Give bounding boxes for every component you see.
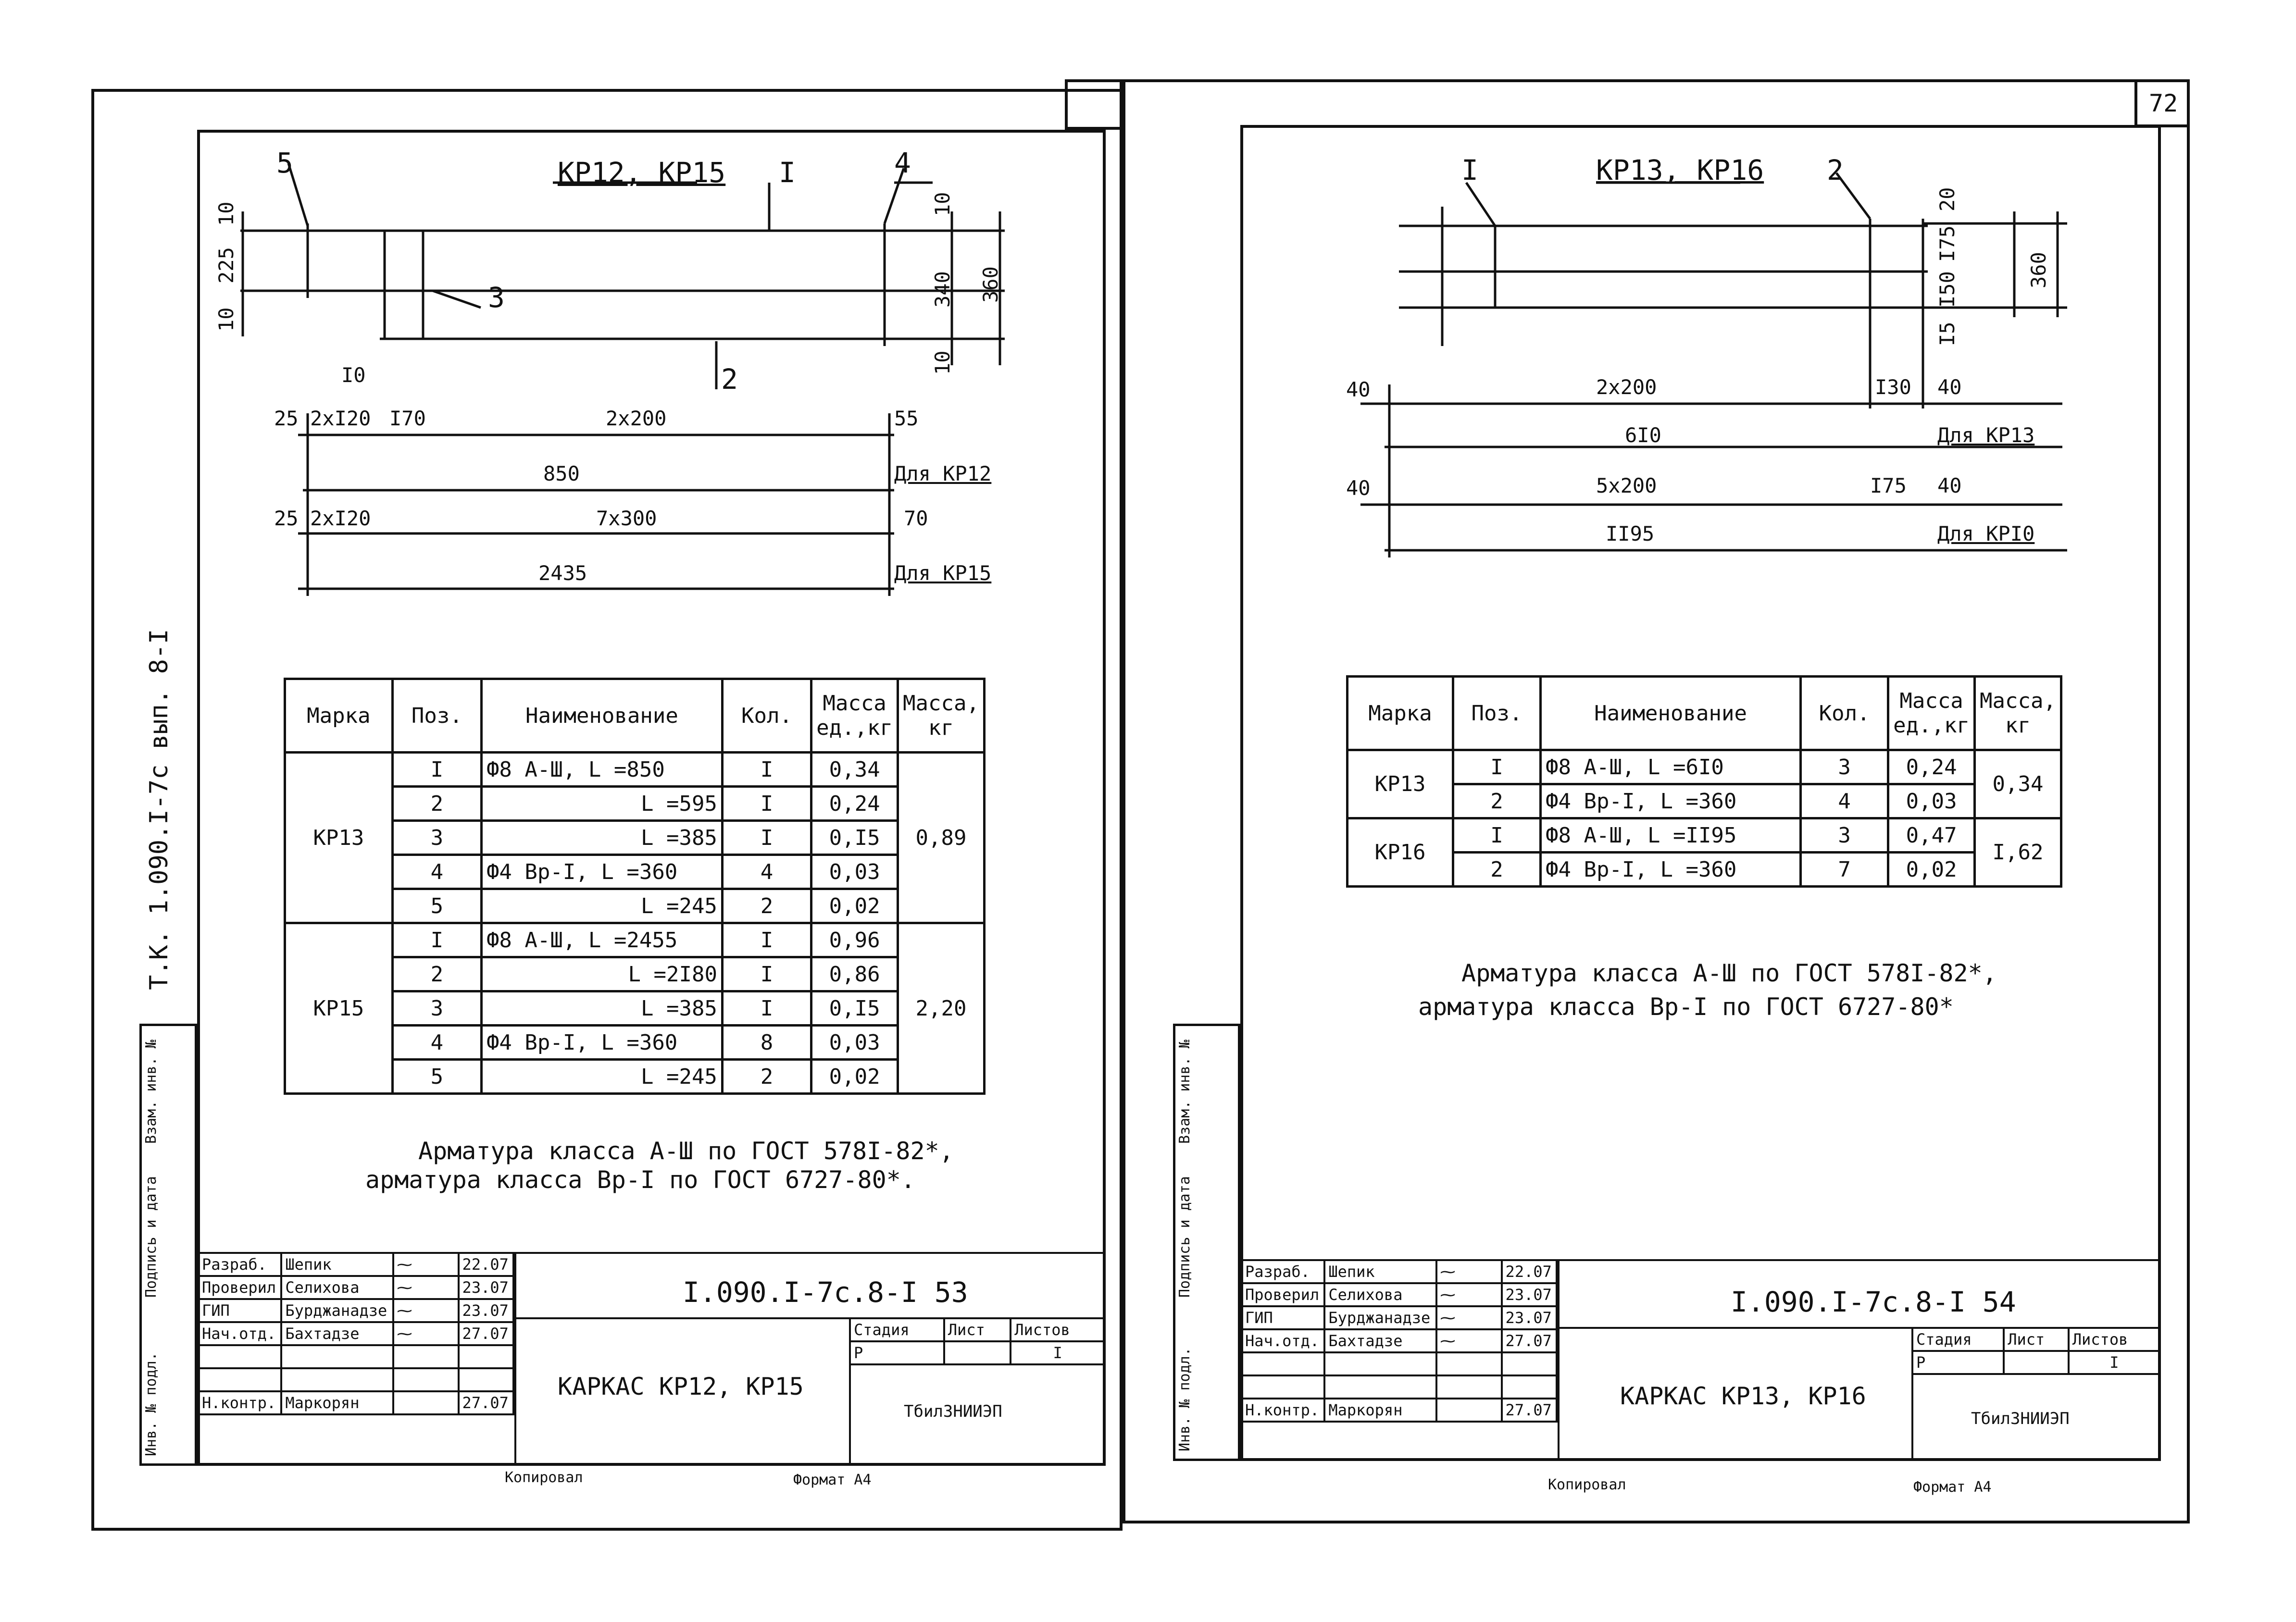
total-mass-cell: 0,89 [898, 753, 985, 923]
qty-cell: 3 [1801, 750, 1888, 784]
sheet-header: Лист [944, 1318, 1011, 1341]
person: Бурджанадзе [281, 1299, 393, 1322]
qty-cell: 2 [722, 1060, 811, 1094]
name-cell [481, 923, 722, 957]
unit-mass-cell: 0,02 [811, 889, 898, 923]
unit-mass-cell: 0,34 [811, 753, 898, 787]
role: Н.контр. [1241, 1399, 1324, 1422]
table-row [285, 923, 985, 957]
bar-length: L =6I0 [1647, 755, 1724, 780]
left-dim-10b: 10 [214, 307, 238, 332]
right-stamp-sign: Подпись и дата [1176, 1176, 1193, 1298]
col-pos: Поз. [392, 679, 481, 753]
role: Разраб. [1241, 1260, 1324, 1283]
stage-value: Р [1912, 1351, 2004, 1374]
date: 22.07 [1502, 1260, 1557, 1283]
pos-cell: I [1453, 818, 1541, 853]
mark-cell: КР13 [285, 753, 393, 923]
left-pos-2: 2 [721, 363, 738, 396]
pos-cell: 2 [1453, 853, 1541, 887]
person [1324, 1352, 1436, 1375]
left-dim-360: 360 [979, 266, 1002, 303]
total-mass-cell: 2,20 [898, 923, 985, 1094]
signature: ⁓ [1436, 1283, 1502, 1306]
right-r3-c: I75 [1870, 474, 1907, 497]
name-cell [481, 1060, 722, 1094]
left-dim-10d: 10 [931, 350, 954, 375]
qty-cell: 7 [1801, 853, 1888, 887]
right-dim-175: I75 [1935, 225, 1959, 262]
left-dim-225: 225 [214, 247, 238, 284]
table-row [1348, 750, 2061, 784]
signature: ⁓ [393, 1322, 459, 1345]
signature [393, 1345, 459, 1368]
role: ГИП [1241, 1306, 1324, 1329]
col-mass: Масса, кг [1975, 677, 2061, 750]
bar-length: L =385 [640, 996, 717, 1021]
right-r2: 6I0 [1625, 423, 1661, 447]
left-dim-10c: 10 [931, 192, 954, 216]
role [1241, 1352, 1324, 1375]
person: Селихова [1324, 1283, 1436, 1306]
left-r1-d: 2х200 [606, 407, 667, 430]
sheets-value: I [1011, 1341, 1105, 1364]
signature [1436, 1352, 1502, 1375]
sheets-header: Листов [2069, 1328, 2160, 1351]
date: 23.07 [1502, 1283, 1557, 1306]
right-drawing-title: КР13, КР16 [1596, 154, 1764, 186]
unit-mass-cell: 0,03 [811, 855, 898, 889]
name-cell [1541, 750, 1801, 784]
unit-mass-cell: 0,03 [811, 1026, 898, 1060]
table-row [285, 753, 985, 787]
left-r1-a: 25 [274, 407, 299, 430]
qty-cell: 3 [1801, 818, 1888, 853]
bar-type: Ф8 А-Ш, [486, 757, 576, 782]
name-cell [481, 889, 722, 923]
col-mark: Марка [1348, 677, 1453, 750]
pos-cell: I [1453, 750, 1541, 784]
bar-type: Ф4 Вр-I, [486, 1030, 588, 1055]
sheet-value [2004, 1351, 2069, 1374]
mark-cell: КР16 [1348, 818, 1453, 887]
pos-cell: 4 [392, 855, 481, 889]
right-pos-1: I [1461, 154, 1478, 186]
stage-header: Стадия [850, 1318, 944, 1341]
right-r4-note: Для КРI0 [1937, 522, 2035, 545]
role [1241, 1375, 1324, 1399]
left-stamp-sign: Подпись и дата [143, 1176, 160, 1298]
bar-type: Ф4 Вр-I, [1546, 857, 1647, 882]
left-note-1: Арматура класса А-Ш по ГОСТ 578I-82*, [418, 1137, 954, 1165]
person [281, 1368, 393, 1391]
left-titleblock-roles [197, 1252, 514, 1415]
right-r4: II95 [1606, 522, 1655, 545]
bar-length: L =II95 [1647, 823, 1737, 848]
right-tb-name: КАРКАС КР13, КР16 [1620, 1382, 1866, 1410]
bar-length: L =245 [640, 1064, 717, 1089]
name-cell [1541, 853, 1801, 887]
left-footer-copy: Копировал [505, 1469, 583, 1486]
right-r1-d: 40 [1937, 375, 1962, 399]
person [1324, 1375, 1436, 1399]
left-dim-340: 340 [931, 271, 954, 308]
right-stamp-replace: Взам. инв. № [1176, 1040, 1193, 1144]
left-pos-3: 3 [488, 281, 505, 314]
role: Н.контр. [198, 1391, 281, 1414]
col-name: Наименование [481, 679, 722, 753]
right-r2-note: Для КР13 [1937, 423, 2035, 447]
right-r1-a: 40 [1346, 378, 1371, 401]
qty-cell: 4 [1801, 784, 1888, 818]
right-r3-d: 40 [1937, 474, 1962, 497]
person: Шепик [1324, 1260, 1436, 1283]
date: 23.07 [1502, 1306, 1557, 1329]
date: 23.07 [459, 1299, 513, 1322]
sheets-value: I [2069, 1351, 2160, 1374]
right-tb-code: I.090.I-7с.8-I 54 [1731, 1286, 2016, 1318]
right-note-2: арматура класса Вр-I по ГОСТ 6727-80* [1418, 993, 1954, 1021]
role: Нач.отд. [1241, 1329, 1324, 1352]
bar-length: L =2I80 [628, 962, 717, 987]
unit-mass-cell: 0,24 [1888, 750, 1975, 784]
right-r3-a: 40 [1346, 476, 1371, 500]
col-mass: Масса, кг [898, 679, 985, 753]
date: 23.07 [459, 1276, 513, 1299]
sheet-value [944, 1341, 1011, 1364]
right-tb-org: ТбилЗНИИЭП [1971, 1409, 2070, 1428]
col-qty: Кол. [722, 679, 811, 753]
bar-length: L =360 [1660, 789, 1737, 814]
right-titleblock-roles [1240, 1259, 1558, 1423]
role [198, 1368, 281, 1391]
col-unit-mass: Масса ед.,кг [811, 679, 898, 753]
stage-value: Р [850, 1341, 944, 1364]
date: 27.07 [1502, 1329, 1557, 1352]
qty-cell: 4 [722, 855, 811, 889]
date: 27.07 [459, 1391, 513, 1414]
pos-cell: 3 [392, 821, 481, 855]
role: ГИП [198, 1299, 281, 1322]
name-cell [481, 957, 722, 991]
signature [1436, 1375, 1502, 1399]
qty-cell: I [722, 991, 811, 1026]
bar-length: L =595 [640, 791, 717, 816]
bar-length: L =360 [601, 1030, 678, 1055]
name-cell [1541, 784, 1801, 818]
total-mass-cell: I,62 [1975, 818, 2061, 887]
left-stamp-replace: Взам. инв. № [143, 1040, 160, 1144]
left-tb-org: ТбилЗНИИЭП [904, 1402, 1002, 1421]
left-pos-4: 4 [894, 147, 911, 179]
col-mark: Марка [285, 679, 393, 753]
left-r1-c: I70 [389, 407, 426, 430]
signature [1436, 1399, 1502, 1422]
bar-length: L =360 [1660, 857, 1737, 882]
pos-cell: I [392, 753, 481, 787]
bar-type: Ф8 А-Ш, [486, 928, 576, 953]
right-tb-stage [1911, 1327, 2161, 1375]
signature: ⁓ [393, 1299, 459, 1322]
table-row [1348, 818, 2061, 853]
qty-cell: I [722, 923, 811, 957]
name-cell [481, 855, 722, 889]
date [1502, 1375, 1557, 1399]
pos-cell: I [392, 923, 481, 957]
qty-cell: I [722, 753, 811, 787]
pos-cell: 5 [392, 1060, 481, 1094]
bar-length: L =2455 [588, 928, 678, 953]
date: 27.07 [1502, 1399, 1557, 1422]
signature: ⁓ [1436, 1306, 1502, 1329]
left-drawing-title: КР12, КР15 [558, 156, 726, 189]
right-spec-table [1346, 675, 2062, 888]
role: Нач.отд. [198, 1322, 281, 1345]
right-footer-format: Формат А4 [1913, 1479, 1992, 1496]
pos-cell: 3 [392, 991, 481, 1026]
stage-header: Стадия [1912, 1328, 2004, 1351]
date [459, 1368, 513, 1391]
unit-mass-cell: 0,02 [1888, 853, 1975, 887]
mark-cell: КР13 [1348, 750, 1453, 818]
name-cell [481, 991, 722, 1026]
qty-cell: I [722, 957, 811, 991]
date [1502, 1352, 1557, 1375]
right-dim-150: I50 [1935, 271, 1959, 308]
left-r3-d: 70 [904, 507, 928, 530]
date: 27.07 [459, 1322, 513, 1345]
pos-cell: 2 [392, 957, 481, 991]
name-cell [481, 1026, 722, 1060]
role: Проверил [198, 1276, 281, 1299]
unit-mass-cell: 0,03 [1888, 784, 1975, 818]
qty-cell: I [722, 787, 811, 821]
right-footer-copy: Копировал [1548, 1476, 1626, 1493]
right-note-1: Арматура класса А-Ш по ГОСТ 578I-82*, [1461, 959, 1997, 987]
table-row [1348, 853, 2061, 887]
pos-cell: 4 [392, 1026, 481, 1060]
bar-length: L =245 [640, 893, 717, 918]
left-tb-stage [849, 1317, 1106, 1365]
left-pos-5: 5 [276, 147, 293, 179]
left-pos-1: I [779, 156, 796, 189]
name-cell [1541, 818, 1801, 853]
date [459, 1345, 513, 1368]
bar-length: L =360 [601, 859, 678, 884]
left-tb-code: I.090.I-7с.8-I 53 [683, 1276, 968, 1309]
left-r2-note: Для КР12 [894, 462, 992, 485]
right-r1-b: 2х200 [1596, 375, 1657, 399]
role [198, 1345, 281, 1368]
signature: ⁓ [1436, 1260, 1502, 1283]
col-pos: Поз. [1453, 677, 1541, 750]
col-qty: Кол. [1801, 677, 1888, 750]
pos-cell: 5 [392, 889, 481, 923]
qty-cell: 8 [722, 1026, 811, 1060]
name-cell [481, 753, 722, 787]
unit-mass-cell: 0,96 [811, 923, 898, 957]
pos-cell: 2 [392, 787, 481, 821]
signature: ⁓ [393, 1276, 459, 1299]
bar-length: L =850 [588, 757, 665, 782]
left-note-2: арматура класса Вр-I по ГОСТ 6727-80*. [365, 1166, 915, 1194]
person [281, 1345, 393, 1368]
signature [393, 1368, 459, 1391]
person: Бахтадзе [1324, 1329, 1436, 1352]
bar-type: Ф8 А-Ш, [1546, 823, 1635, 848]
unit-mass-cell: 0,I5 [811, 821, 898, 855]
total-mass-cell: 0,34 [1975, 750, 2061, 818]
left-stamp-inv: Инв. № подл. [143, 1352, 160, 1456]
unit-mass-cell: 0,I5 [811, 991, 898, 1026]
left-dim-10e: I0 [341, 363, 366, 387]
bar-length: L =385 [640, 825, 717, 850]
person: Маркорян [1324, 1399, 1436, 1422]
qty-cell: 2 [722, 889, 811, 923]
right-stamp-inv: Инв. № подл. [1176, 1347, 1193, 1451]
left-dim-10a: 10 [214, 201, 238, 226]
pos-cell: 2 [1453, 784, 1541, 818]
table-row [1348, 784, 2061, 818]
bar-type: Ф4 Вр-I, [1546, 789, 1647, 814]
date: 22.07 [459, 1253, 513, 1276]
right-pos-2: 2 [1827, 154, 1844, 186]
signature [393, 1391, 459, 1414]
unit-mass-cell: 0,86 [811, 957, 898, 991]
person: Бахтадзе [281, 1322, 393, 1345]
left-tb-name: КАРКАС КР12, КР15 [558, 1373, 804, 1400]
person: Шепик [281, 1253, 393, 1276]
name-cell [481, 787, 722, 821]
left-r4-note: Для КР15 [894, 561, 992, 585]
qty-cell: I [722, 821, 811, 855]
left-spec-table [284, 678, 986, 1095]
signature: ⁓ [1436, 1329, 1502, 1352]
unit-mass-cell: 0,02 [811, 1060, 898, 1094]
right-dim-15: I5 [1935, 322, 1959, 346]
left-r3-b: 2хI20 [310, 507, 371, 530]
unit-mass-cell: 0,24 [811, 787, 898, 821]
person: Бурджанадзе [1324, 1306, 1436, 1329]
right-r1-c: I30 [1875, 375, 1911, 399]
mark-cell: КР15 [285, 923, 393, 1094]
right-r3-b: 5х200 [1596, 474, 1657, 497]
sheets-header: Листов [1011, 1318, 1105, 1341]
left-r4: 2435 [538, 561, 587, 585]
left-footer-format: Формат А4 [793, 1472, 872, 1488]
bar-type: Ф4 Вр-I, [486, 859, 588, 884]
left-r3-c: 7х300 [596, 507, 657, 530]
left-r1-e: 55 [894, 407, 919, 430]
left-r2: 850 [543, 462, 580, 485]
signature: ⁓ [393, 1253, 459, 1276]
table-header-row [1348, 677, 2061, 750]
bar-type: Ф8 А-Ш, [1546, 755, 1635, 780]
unit-mass-cell: 0,47 [1888, 818, 1975, 853]
role: Разраб. [198, 1253, 281, 1276]
col-name: Наименование [1541, 677, 1801, 750]
person: Селихова [281, 1276, 393, 1299]
left-r3-a: 25 [274, 507, 299, 530]
page-number: 72 [2149, 89, 2178, 117]
right-dim-360: 360 [2027, 252, 2050, 288]
col-unit-mass: Масса ед.,кг [1888, 677, 1975, 750]
person: Маркорян [281, 1391, 393, 1414]
sheet-header: Лист [2004, 1328, 2069, 1351]
name-cell [481, 821, 722, 855]
left-side-code: Т.К. 1.090.I-7с вып. 8-I [145, 629, 174, 990]
table-header-row [285, 679, 985, 753]
left-r1-b: 2хI20 [310, 407, 371, 430]
right-dim-20: 20 [1935, 187, 1959, 211]
role: Проверил [1241, 1283, 1324, 1306]
